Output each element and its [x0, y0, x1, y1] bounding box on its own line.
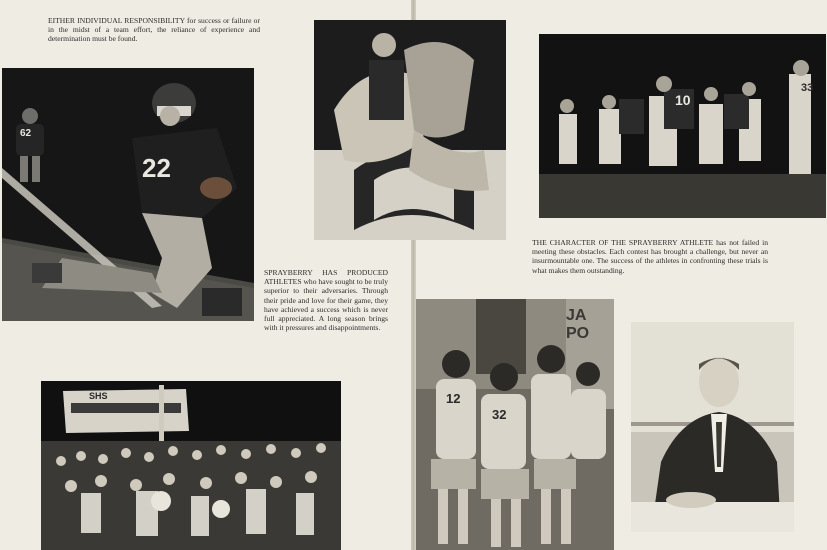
caption-sprayberry-athletes: SPRAYBERRY HAS PRODUCED ATHLETES who have sought to be truly superior to their adversaries. Through their pride and love for their game, they have achieved a success which is never full appreciated. A long season brings with it pressures and disappointments. — [264, 268, 389, 333]
photo-coach-portrait — [631, 322, 794, 532]
wall-sign: JA PO — [566, 307, 590, 342]
jersey-number-33: 33 — [801, 82, 814, 94]
photo-basketball-huddle — [416, 299, 614, 550]
jersey-number-32: 32 — [492, 407, 507, 422]
jersey-number-22: 22 — [142, 153, 171, 183]
photo-wrestling — [314, 20, 506, 240]
jersey-number-62: 62 — [20, 128, 32, 139]
photo-football-runner — [2, 68, 254, 321]
photo-football-game — [539, 34, 826, 218]
scoreboard-text: SHS — [89, 391, 108, 401]
caption-individual-responsibility: EITHER INDIVIDUAL RESPONSIBILITY for success or failure or in the midst of a team effort, the reliance of experience and determination must be found. — [48, 16, 260, 44]
photo-crowd-stands — [41, 381, 341, 550]
caption-character-of-athlete: THE CHARACTER OF THE SPRAYBERRY ATHLETE has not failed in meeting these obstacles. Each contest has brought a challenge, but never an insurmountable one. The success of the athletes in confronting these trials is what makes them outstanding. — [532, 238, 768, 275]
jersey-number-10: 10 — [675, 92, 691, 108]
jersey-number-12: 12 — [446, 391, 461, 406]
